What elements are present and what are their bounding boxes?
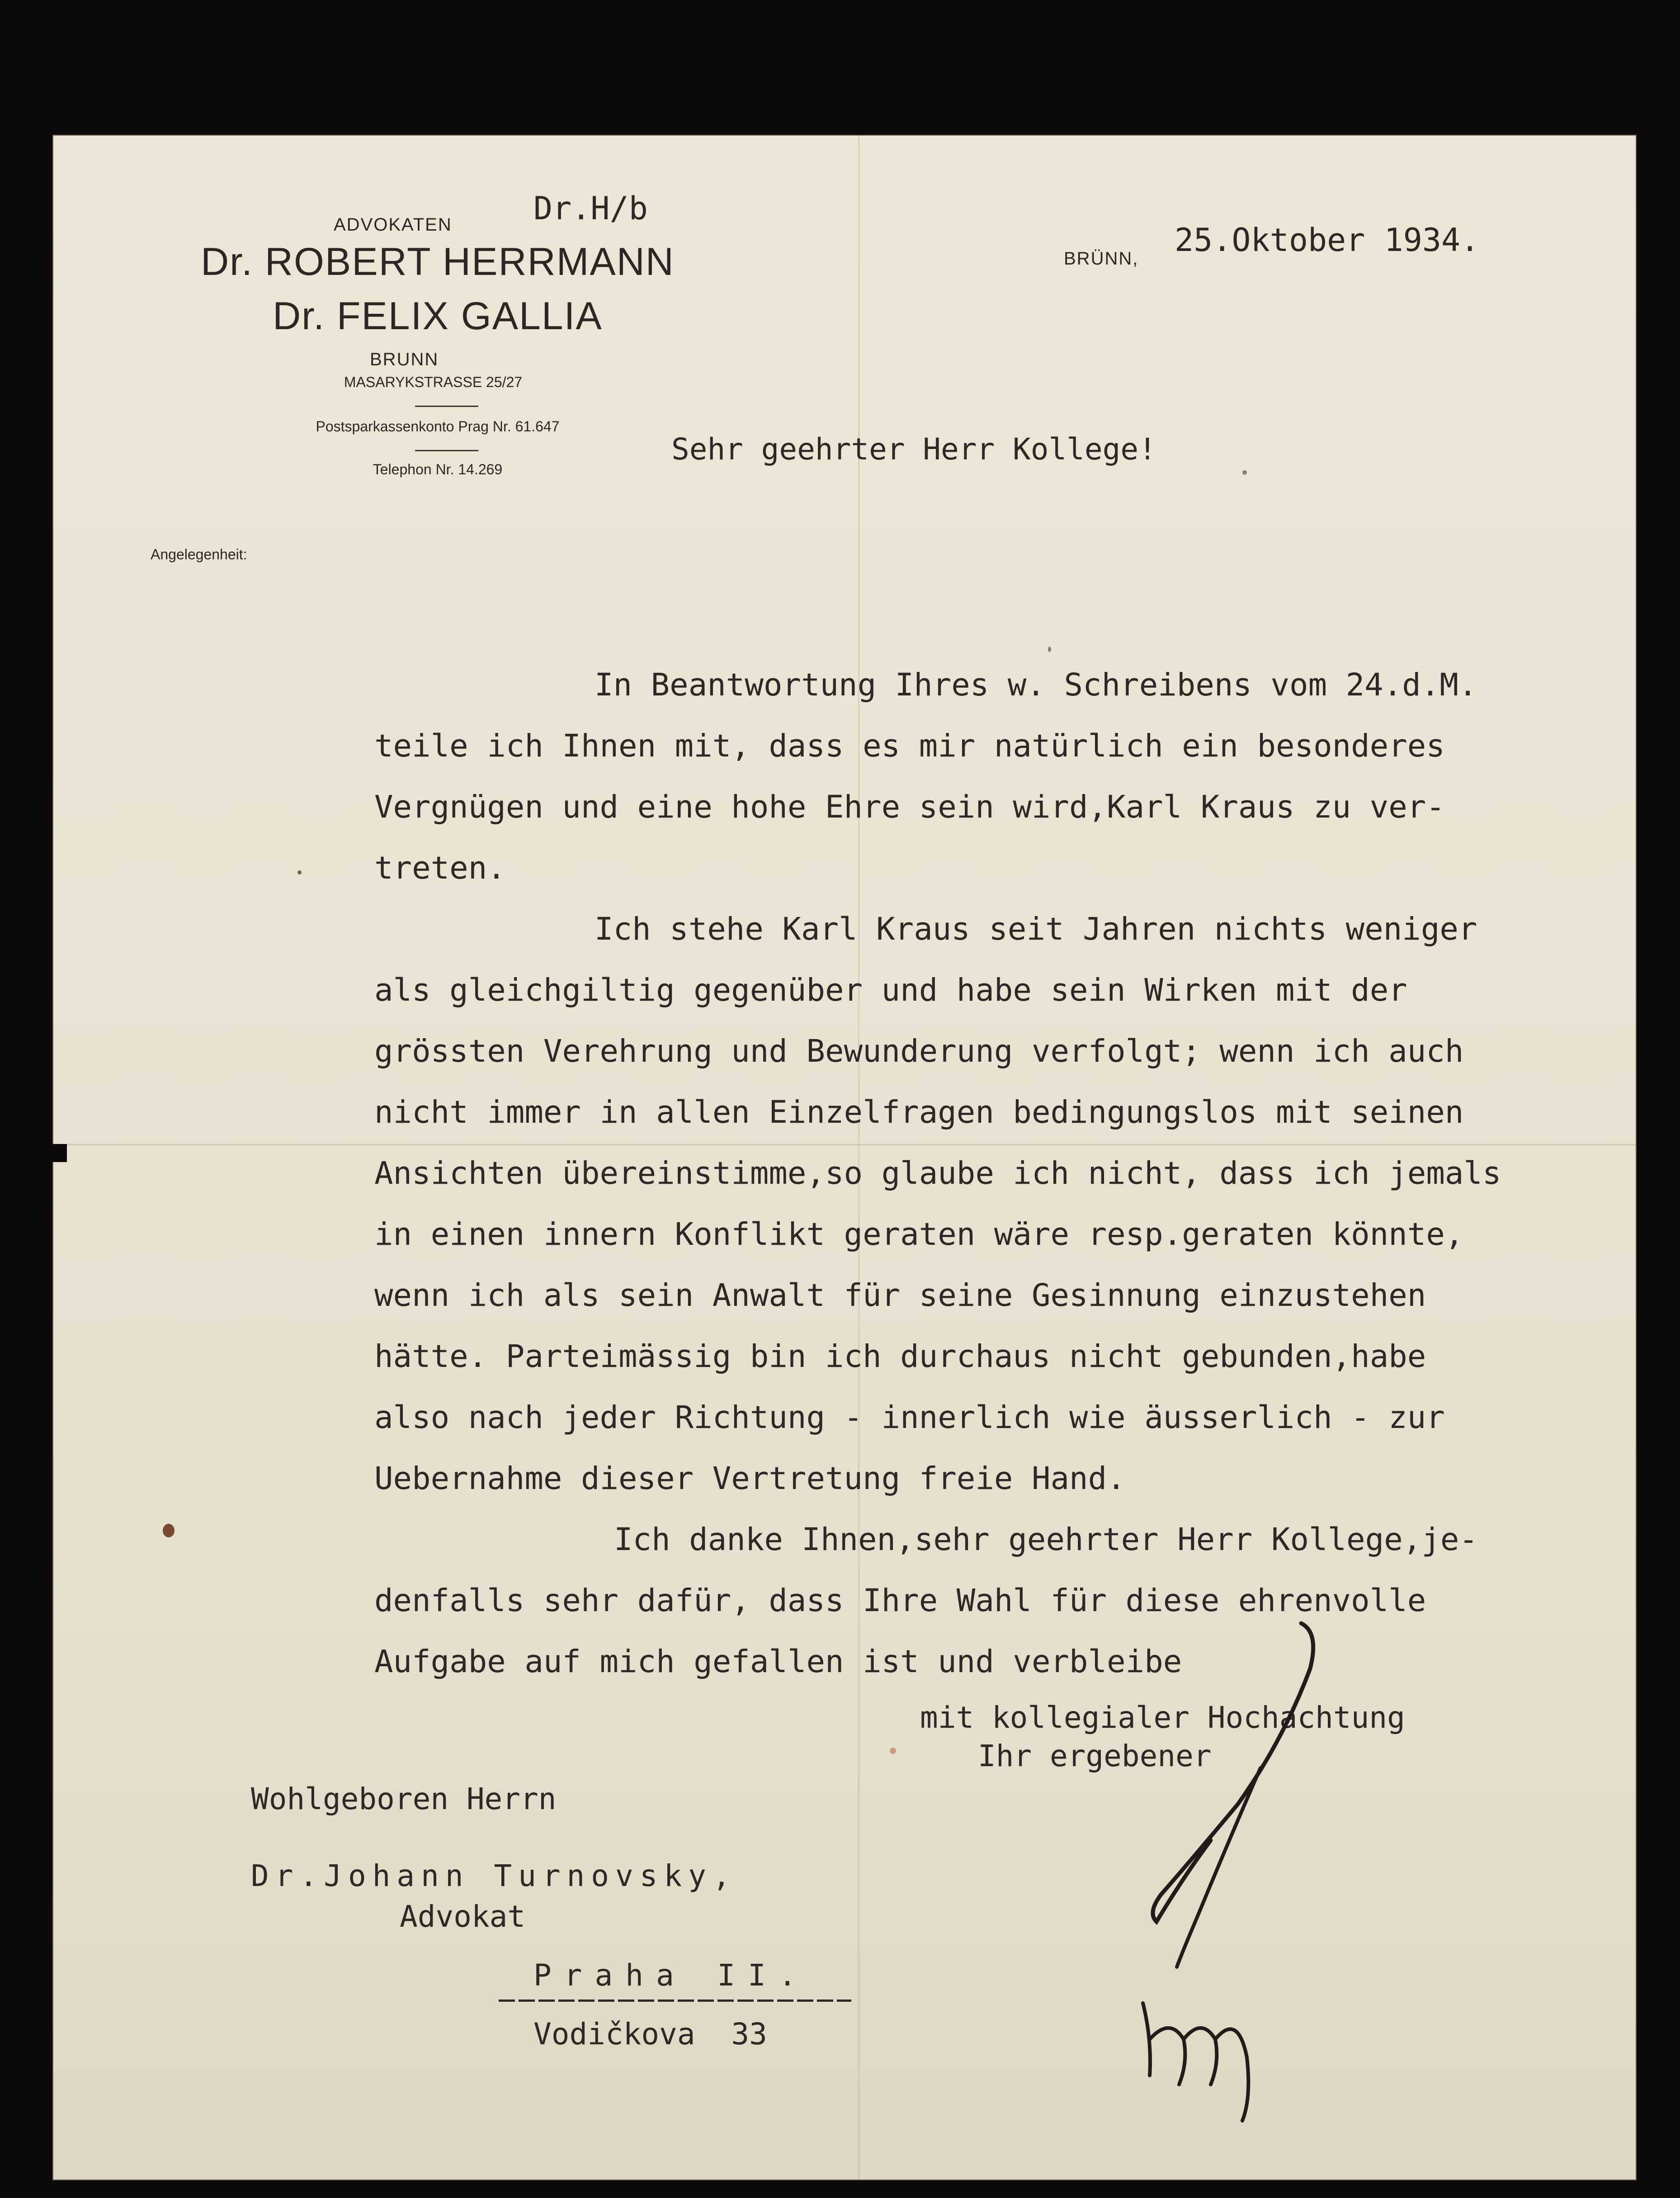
body-line: grössten Verehrung und Bewunderung verfolgt; wenn ich auch xyxy=(374,1033,1464,1069)
letterhead-city: BRUNN xyxy=(370,350,439,369)
reference-code: Dr.H/b xyxy=(533,190,648,227)
letterhead-street: MASARYKSTRASSE 25/27 xyxy=(344,374,523,390)
address-street: Vodičkova 33 xyxy=(533,2017,767,2051)
paper-speck xyxy=(1242,470,1247,475)
body-line: Aufgabe auf mich gefallen ist und verbleibe xyxy=(374,1644,1182,1680)
letterhead-name-herrmann: Dr. ROBERT HERRMANN xyxy=(201,240,675,284)
body-line: Ansichten übereinstimme,so glaube ich nicht, dass ich jemals xyxy=(374,1155,1501,1191)
body-line: denfalls sehr dafür, dass Ihre Wahl für diese ehrenvolle xyxy=(374,1583,1426,1619)
body-line: also nach jeder Richtung - innerlich wie äusserlich - zur xyxy=(374,1399,1445,1436)
body-line: In Beantwortung Ihres w. Schreibens vom 24.d.M. xyxy=(595,667,1477,703)
closing-line-2: Ihr ergebener xyxy=(978,1739,1212,1773)
paper-tear xyxy=(49,1144,67,1162)
body-line: teile ich Ihnen mit, dass es mir natürlich ein besonderes xyxy=(374,728,1445,764)
body-line: wenn ich als sein Anwalt für seine Gesinnung einzustehen xyxy=(374,1277,1426,1314)
handwritten-signature xyxy=(1048,1605,1364,2125)
letterhead-brunn-label: BRÜNN, xyxy=(1064,249,1139,269)
ink-stain xyxy=(890,1748,896,1754)
address-city: Praha II. xyxy=(533,1958,809,1993)
ink-stain xyxy=(163,1524,175,1537)
address-title: Advokat xyxy=(400,1899,526,1934)
body-line: in einen innern Konflikt geraten wäre resp.geraten könnte, xyxy=(374,1216,1464,1253)
letterhead-postsparkasse: Postsparkassenkonto Prag Nr. 61.647 xyxy=(316,418,560,435)
body-line: als gleichgiltig gegenüber und habe sein Wirken mit der xyxy=(374,972,1407,1008)
body-line: hätte. Parteimässig bin ich durchaus nicht gebunden,habe xyxy=(374,1338,1426,1375)
body-line: Ich stehe Karl Kraus seit Jahren nichts weniger xyxy=(595,911,1477,947)
paper-speck xyxy=(1048,647,1051,652)
letterhead-angelegenheit: Angelegenheit: xyxy=(151,546,247,562)
body-line: Ich danke Ihnen,sehr geehrter Herr Kollege,je- xyxy=(614,1522,1478,1558)
letterhead-rule-2 xyxy=(415,450,478,451)
address-name: Dr.Johann Turnovsky, xyxy=(251,1858,737,1893)
body-line: nicht immer in allen Einzelfragen bedingungslos mit seinen xyxy=(374,1094,1464,1130)
fold-crease-horizontal xyxy=(53,1144,1636,1145)
letterhead-advokaten: ADVOKATEN xyxy=(334,215,452,235)
address-underline xyxy=(499,1999,851,2002)
closing-line-1: mit kollegialer Hochachtung xyxy=(920,1700,1405,1735)
address-honorific: Wohlgeboren Herrn xyxy=(251,1782,557,1816)
letter-paper xyxy=(53,136,1636,2179)
salutation: Sehr geehrter Herr Kollege! xyxy=(671,432,1156,467)
letterhead-telephon: Telephon Nr. 14.269 xyxy=(373,461,503,477)
body-line: Vergnügen und eine hohe Ehre sein wird,Karl Kraus zu ver- xyxy=(374,789,1445,825)
letterhead-name-gallia: Dr. FELIX GALLIA xyxy=(273,294,603,338)
paper-speck xyxy=(297,870,302,874)
body-line: Uebernahme dieser Vertretung freie Hand. xyxy=(374,1461,1126,1497)
body-line: treten. xyxy=(374,850,506,886)
letterhead-rule-1 xyxy=(415,406,478,407)
letter-date: 25.Oktober 1934. xyxy=(1175,222,1480,259)
